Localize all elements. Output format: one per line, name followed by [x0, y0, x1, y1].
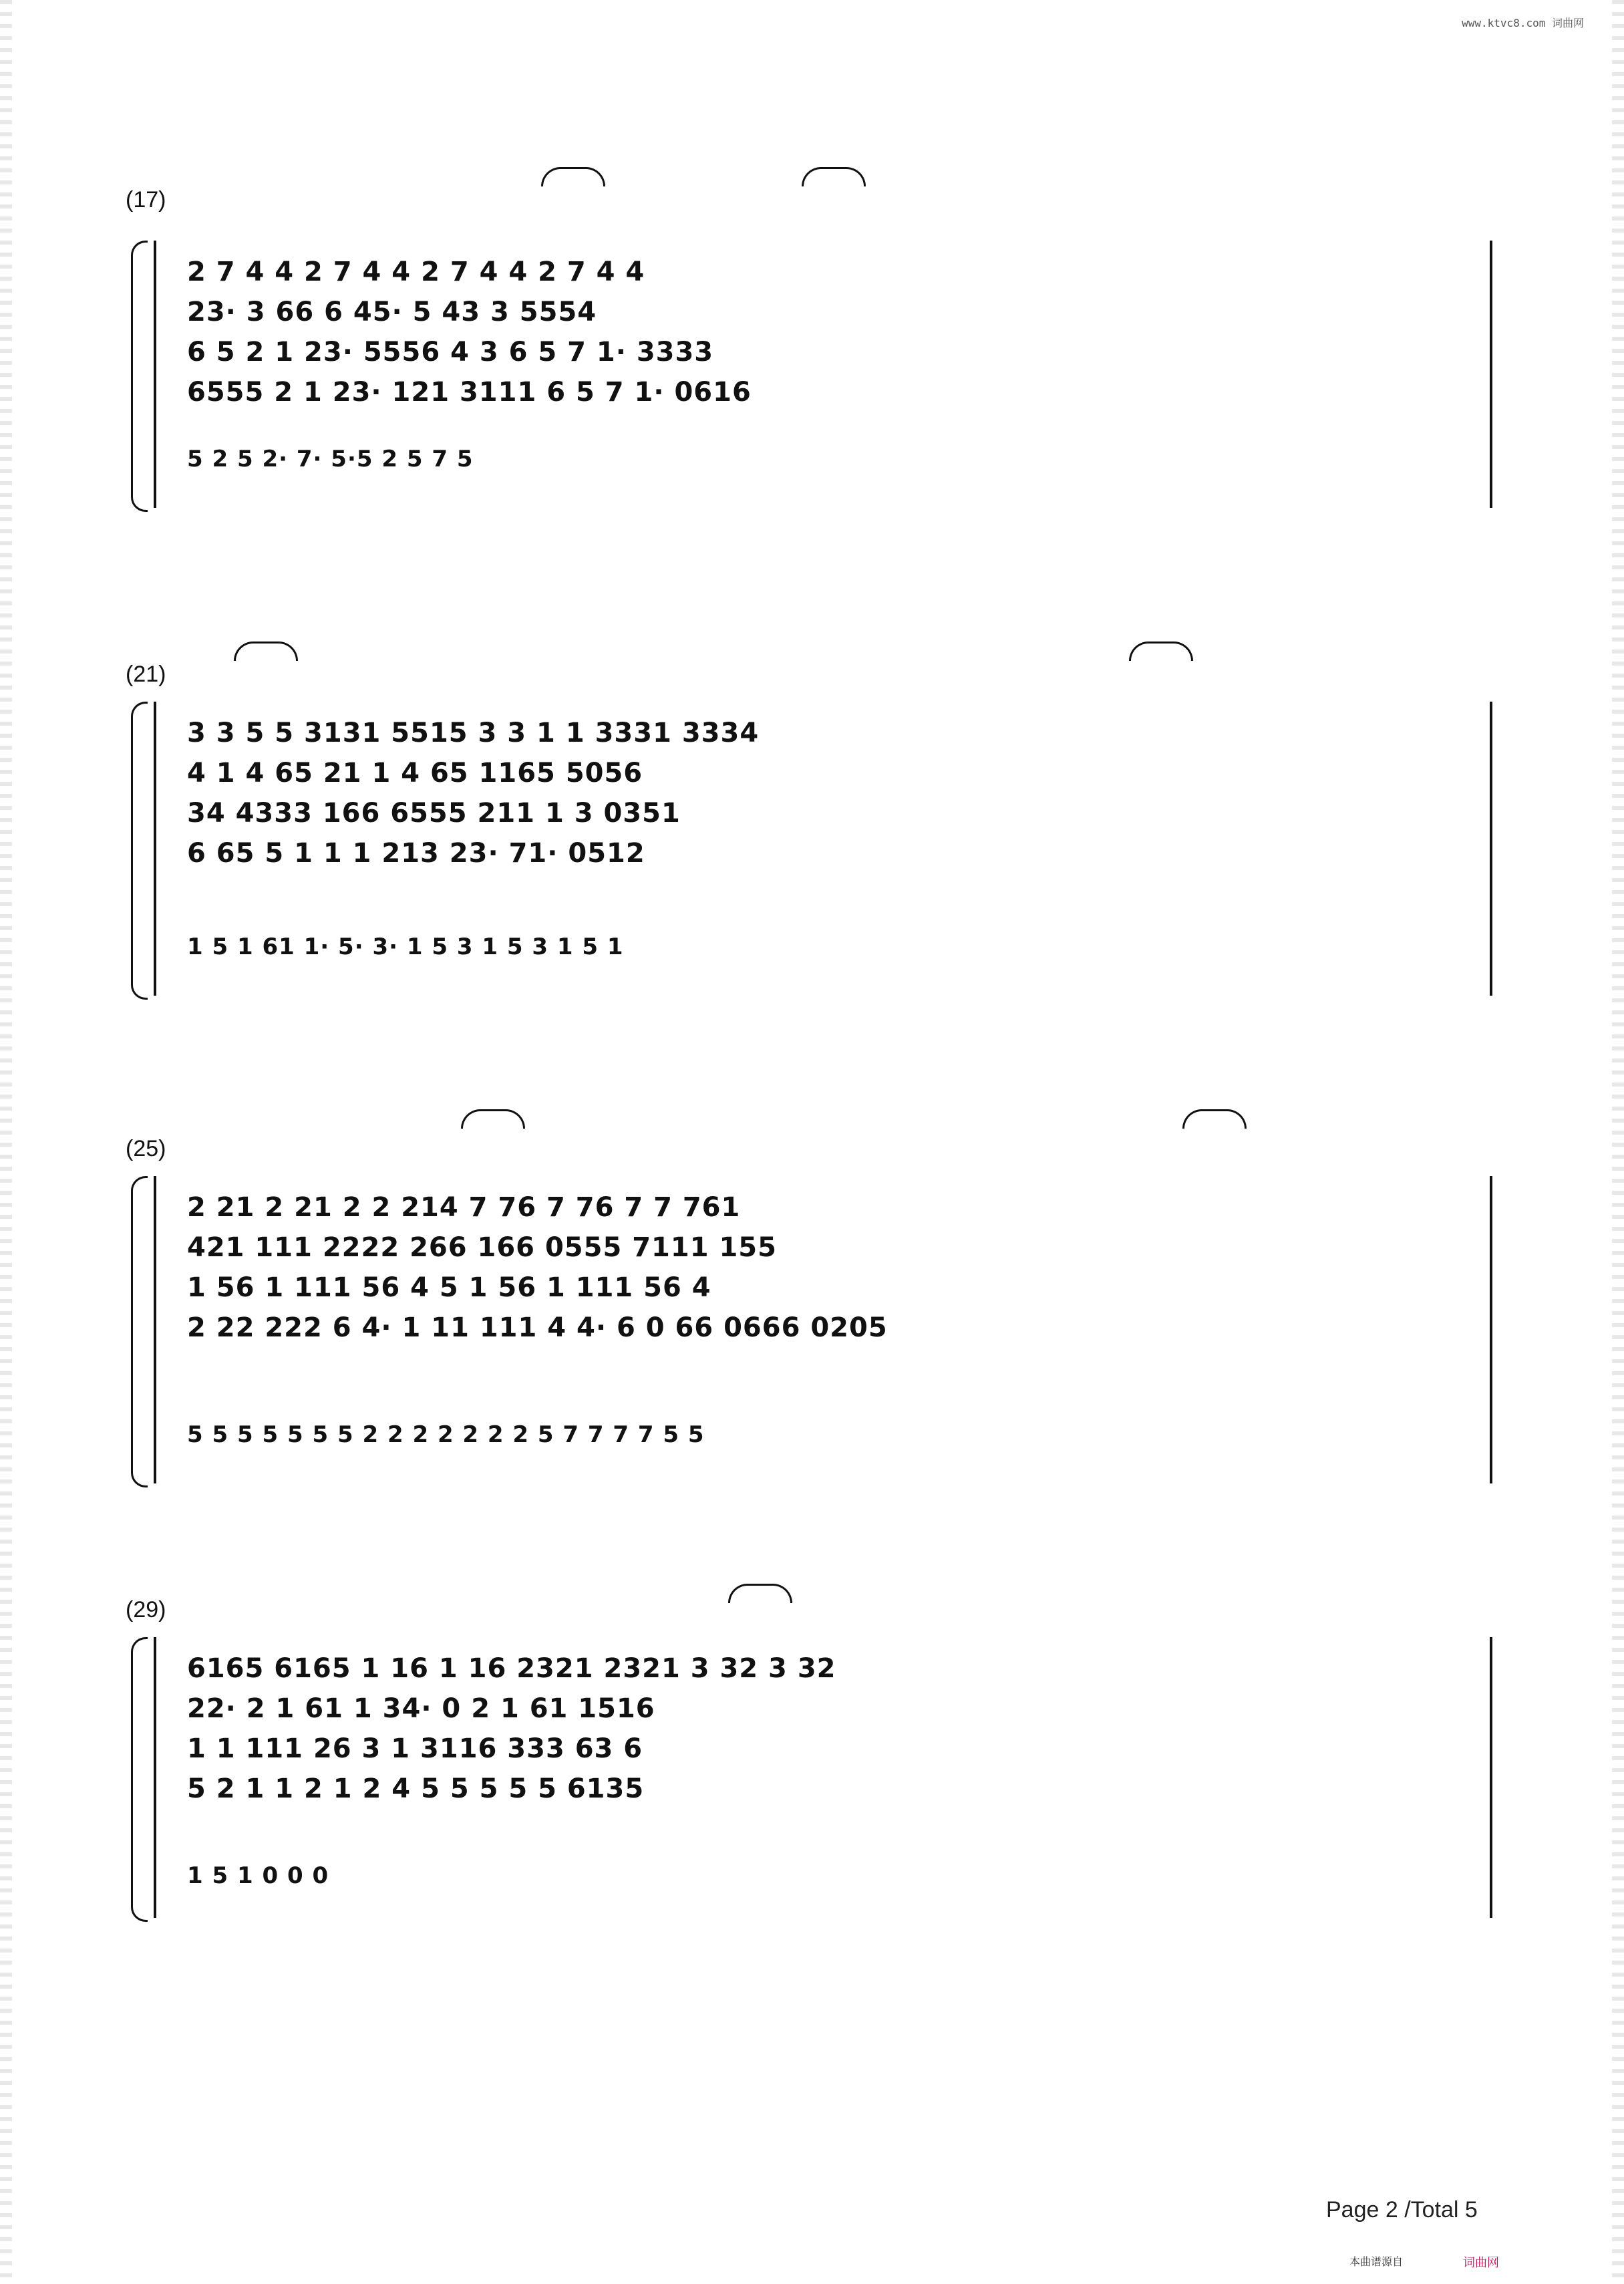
measure: 6 5 2 1 23· 5556 4 3 6 5 7 1· 3333: [187, 337, 714, 368]
page-number: Page 2 /Total 5: [1326, 2197, 1478, 2223]
right-hand-row: [187, 294, 1496, 330]
footer-brand: 词曲网: [1463, 2256, 1499, 2269]
bar-number: (17): [126, 187, 166, 212]
score-system-4: [127, 1590, 1496, 1938]
right-hand-row: [187, 1771, 1496, 1807]
measure: 2 22 222 6 4· 1 11 111 4 4· 6 0 66 0666 0205: [187, 1312, 888, 1343]
right-hand-row: [187, 374, 1496, 410]
measure: 1 1 111 26 3 1 3116 333 63 6: [187, 1733, 643, 1764]
right-hand-row: [187, 715, 1496, 751]
right-edge-strip: [1612, 0, 1624, 2284]
right-hand-row: [187, 1310, 1496, 1346]
measure: 6555 2 1 23· 121 3111 6 5 7 1· 0616: [187, 377, 752, 408]
tie-slur: [234, 641, 298, 661]
system-start-line: [154, 1637, 156, 1918]
score-system-3: [127, 1129, 1496, 1504]
measure: 1 5 1 61 1· 5· 3· 1 5 3 1 5 3 1 5 1: [187, 934, 624, 960]
right-hand-row: [187, 835, 1496, 871]
measure: 5 2 1 1 2 1 2 4 5 5 5 5 5 6135: [187, 1773, 645, 1804]
tie-slur: [802, 167, 866, 186]
measure: 5 5 5 5 5 5 5 2 2 2 2 2 2 2 5 7 7 7 7 5 5: [187, 1421, 705, 1448]
measure: 6165 6165 1 16 1 16 2321 2321 3 32 3 32: [187, 1653, 836, 1684]
measure: 421 111 2222 266 166 0555 7111 155: [187, 1232, 777, 1263]
right-hand-row: [187, 1230, 1496, 1266]
right-hand-row: [187, 755, 1496, 791]
measure: 34 4333 166 6555 211 1 3 0351: [187, 798, 681, 829]
measure: 5 2 5 2· 7· 5·5 2 5 7 5: [187, 446, 474, 472]
left-edge-strip: [0, 0, 12, 2284]
tie-slur: [1129, 641, 1193, 661]
grand-staff-brace: [131, 702, 148, 1000]
measure: 23· 3 66 6 45· 5 43 3 5554: [187, 297, 597, 327]
score-system-2: [127, 641, 1496, 1016]
bar-line: [1490, 1637, 1492, 1918]
left-hand-row: [187, 929, 1496, 965]
footer-source-text: 本曲谱源自: [1349, 2257, 1404, 2268]
tie-slur: [541, 167, 605, 186]
bar-number: (21): [126, 662, 166, 687]
right-hand-row: [187, 1651, 1496, 1687]
tie-slur: [1182, 1109, 1247, 1129]
tie-slur: [461, 1109, 525, 1129]
measure: 2 21 2 21 2 2 214 7 76 7 76 7 7 761: [187, 1192, 741, 1223]
bar-number: (25): [126, 1136, 166, 1161]
right-hand-row: [187, 334, 1496, 370]
score-system-1: [127, 160, 1496, 521]
measure: 4 1 4 65 21 1 4 65 1165 5056: [187, 758, 643, 789]
right-hand-row: [187, 1189, 1496, 1226]
right-hand-row: [187, 1731, 1496, 1767]
right-hand-row: [187, 1270, 1496, 1306]
left-hand-row: [187, 1858, 1496, 1894]
measure: 3 3 5 5 3131 5515 3 3 1 1 3331 3334: [187, 718, 760, 748]
system-start-line: [154, 241, 156, 508]
left-hand-row: [187, 441, 1496, 477]
tie-slur: [728, 1584, 792, 1603]
right-hand-row: [187, 1691, 1496, 1727]
system-start-line: [154, 1176, 156, 1483]
bar-line: [1490, 702, 1492, 996]
measure: 1 5 1 0 0 0: [187, 1862, 329, 1889]
measure: 22· 2 1 61 1 34· 0 2 1 61 1516: [187, 1693, 655, 1724]
bar-line: [1490, 241, 1492, 508]
bar-line: [1490, 1176, 1492, 1483]
measure: 2 7 4 4 2 7 4 4 2 7 4 4 2 7 4 4: [187, 257, 645, 287]
site-url: www.ktvc8.com 词曲网: [1462, 17, 1584, 29]
right-hand-row: [187, 795, 1496, 831]
grand-staff-brace: [131, 1637, 148, 1922]
system-start-line: [154, 702, 156, 996]
left-hand-row: [187, 1417, 1496, 1453]
measure: 1 56 1 111 56 4 5 1 56 1 111 56 4: [187, 1272, 711, 1303]
measure: 6 65 5 1 1 1 213 23· 71· 0512: [187, 838, 645, 869]
grand-staff-brace: [131, 1176, 148, 1487]
right-hand-row: [187, 254, 1496, 290]
grand-staff-brace: [131, 241, 148, 512]
bar-number: (29): [126, 1597, 166, 1622]
